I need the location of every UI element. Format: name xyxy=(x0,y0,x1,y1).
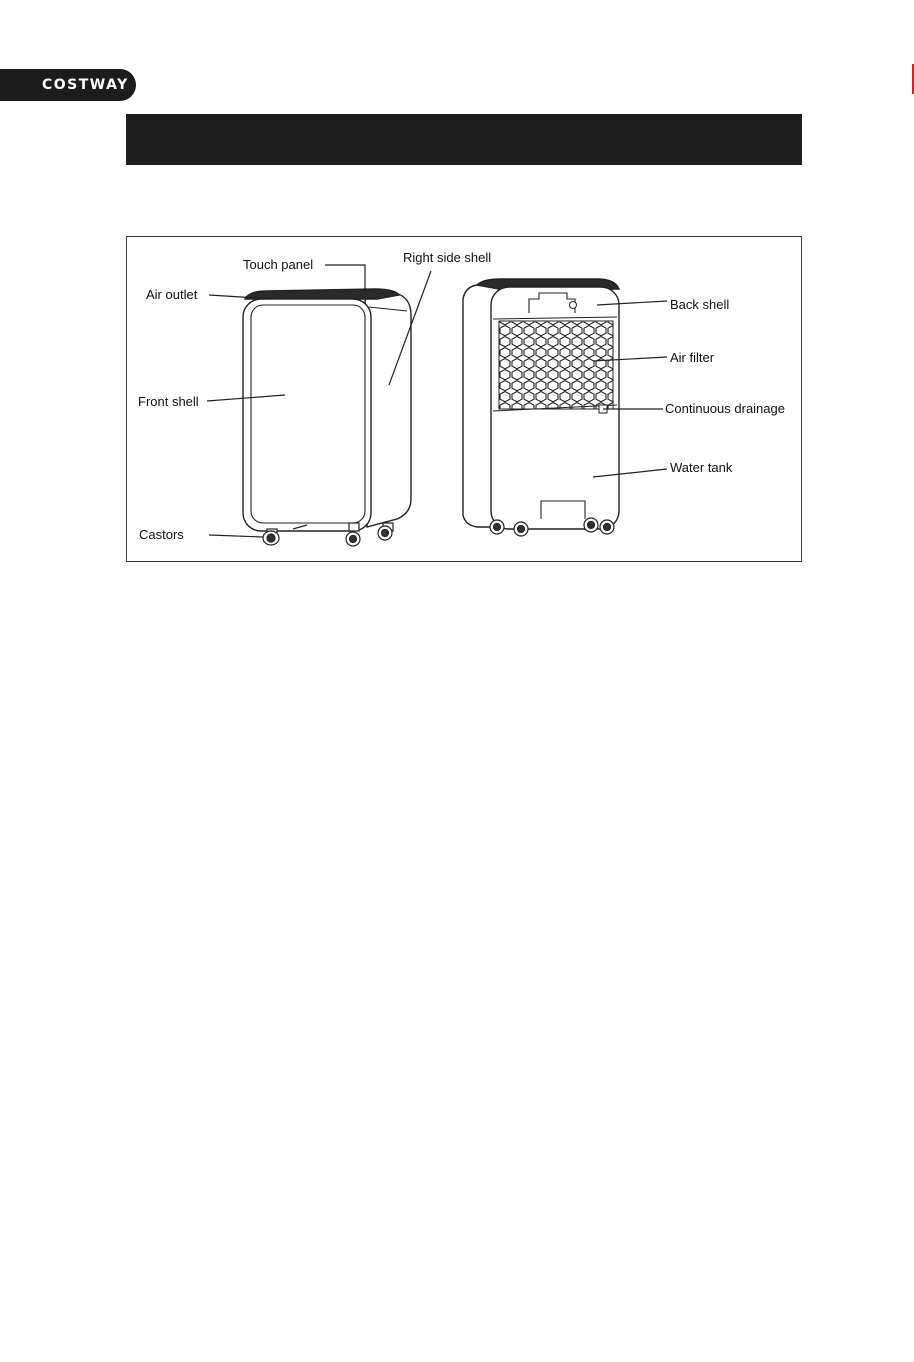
label-air-filter: Air filter xyxy=(670,350,715,365)
label-touch-panel: Touch panel xyxy=(243,257,314,272)
label-continuous-drainage: Continuous drainage xyxy=(665,401,785,416)
air-filter xyxy=(499,321,613,409)
front-shell xyxy=(251,305,365,523)
label-right-side-shell: Right side shell xyxy=(403,250,492,265)
brand-logo-tab xyxy=(0,69,136,101)
label-front-shell: Front shell xyxy=(138,394,199,409)
label-air-outlet: Air outlet xyxy=(146,287,198,302)
back-unit xyxy=(463,279,619,529)
label-water-tank: Water tank xyxy=(670,460,733,475)
front-unit xyxy=(243,289,411,531)
touch-panel-top xyxy=(245,289,399,299)
brand-name: COSTWAY xyxy=(42,77,129,93)
section-title-bar xyxy=(126,114,802,165)
product-diagram xyxy=(126,236,802,562)
label-back-shell: Back shell xyxy=(670,297,730,312)
right-side-shell xyxy=(365,289,411,527)
label-castors: Castors xyxy=(139,527,184,542)
